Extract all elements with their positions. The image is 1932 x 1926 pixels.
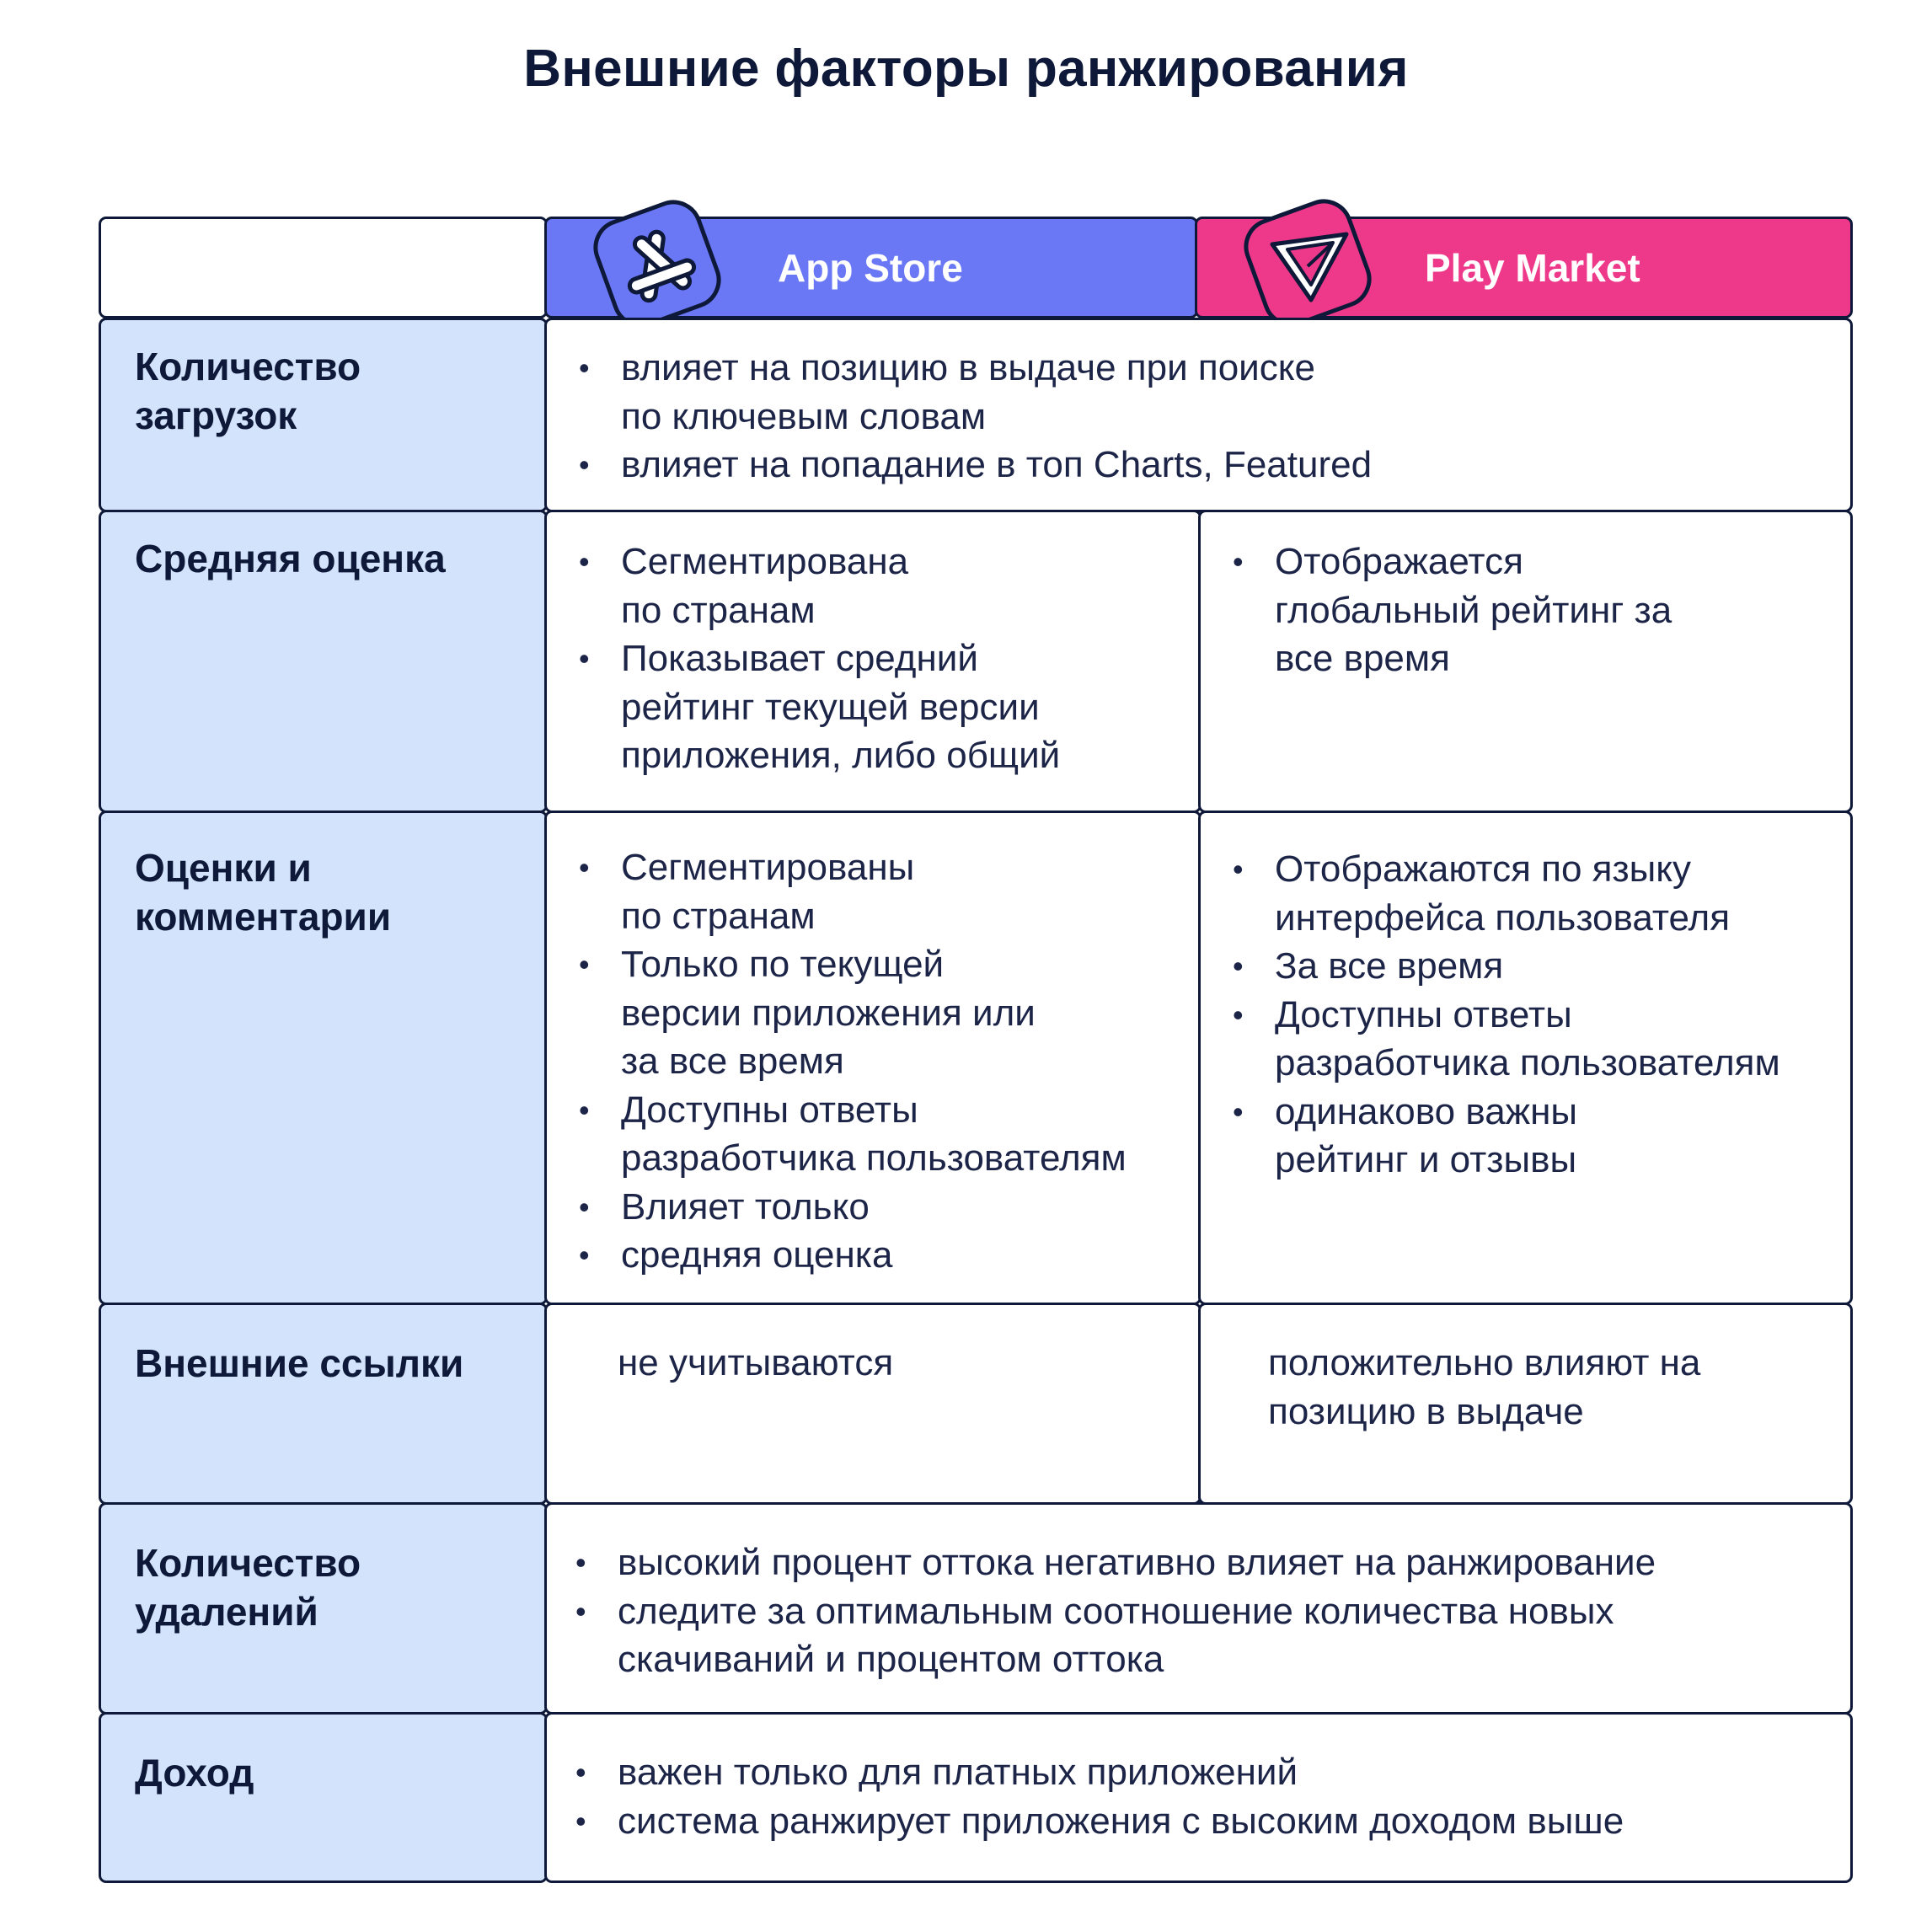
list-item: • Доступны ответы разработчика пользователям — [1233, 991, 1833, 1088]
row-label-revenue — [99, 1712, 548, 1883]
row-external-links-play-market — [1198, 1303, 1853, 1505]
list-item: • влияет на позицию в выдаче при поиске по ключевым словам — [579, 344, 1833, 441]
app-store-label: App Store — [778, 245, 963, 290]
list-item: • одинаково важны рейтинг и отзывы — [1233, 1088, 1833, 1185]
list-item: • высокий процент оттока негативно влияет на ранжирование — [575, 1538, 1833, 1587]
list-item: • Сегментированы по странам — [579, 843, 1182, 940]
row-label-text: Доход — [135, 1751, 254, 1795]
row-label-text: Внешние ссылки — [135, 1341, 464, 1385]
app-store-icon — [585, 191, 730, 336]
bullet-list — [1233, 538, 1833, 683]
list-item: • средняя оценка — [579, 1231, 1182, 1280]
row-label-downloads — [99, 318, 548, 512]
list-item: • Сегментирована по странам — [579, 538, 1182, 634]
bullet-list — [579, 843, 1182, 1280]
list-item: • Только по текущей версии приложения или за все время — [579, 940, 1182, 1086]
cell-text: не учитываются — [618, 1342, 894, 1383]
list-item: • Показывает средний рейтинг текущей версии приложения, либо общий — [579, 634, 1182, 780]
list-item: • важен только для платных приложений — [575, 1748, 1833, 1797]
list-item: • влияет на попадание в топ Charts, Featured — [579, 441, 1833, 490]
row-label-external-links — [99, 1303, 548, 1505]
bullet-list — [579, 344, 1833, 490]
list-item: • Отображаются по языку интерфейса пользователя — [1233, 845, 1833, 942]
list-item: • Отображается глобальный рейтинг за все время — [1233, 538, 1833, 683]
row-label-text: Оценки и комментарии — [135, 846, 392, 939]
row-label-text: Средняя оценка — [135, 537, 446, 580]
list-item: • Влияет только — [579, 1183, 1182, 1232]
cell-text: положительно влияют на позицию в выдаче — [1268, 1342, 1701, 1432]
row-reviews-play-market — [1198, 811, 1853, 1305]
row-label-avg-rating — [99, 510, 548, 813]
row-label-text: Количество загрузок — [135, 345, 361, 437]
row-label-reviews — [99, 811, 548, 1305]
row-uninstalls-shared — [544, 1502, 1853, 1715]
row-external-links-app-store — [544, 1303, 1201, 1505]
bullet-list — [1233, 845, 1833, 1185]
bullet-list — [575, 1538, 1833, 1684]
play-market-icon — [1235, 190, 1380, 335]
row-downloads-shared — [544, 318, 1853, 512]
list-item: • следите за оптимальным соотношение количества новых скачиваний и процентом оттока — [575, 1587, 1833, 1684]
bullet-list — [575, 1748, 1833, 1845]
row-avg-rating-play-market — [1198, 510, 1853, 813]
list-item: • За все время — [1233, 942, 1833, 991]
row-avg-rating-app-store — [544, 510, 1201, 813]
play-market-label: Play Market — [1425, 245, 1640, 290]
row-reviews-app-store — [544, 811, 1201, 1305]
list-item: • Доступны ответы разработчика пользователям — [579, 1086, 1182, 1183]
row-label-text: Количество удалений — [135, 1541, 361, 1634]
row-revenue-shared — [544, 1712, 1853, 1883]
list-item: • система ранжирует приложения с высоким доходом выше — [575, 1797, 1833, 1846]
row-label-uninstalls — [99, 1502, 548, 1715]
page-title: Внешние факторы ранжирования — [523, 40, 1409, 98]
bullet-list — [579, 538, 1182, 780]
header-empty-cell — [99, 217, 548, 318]
